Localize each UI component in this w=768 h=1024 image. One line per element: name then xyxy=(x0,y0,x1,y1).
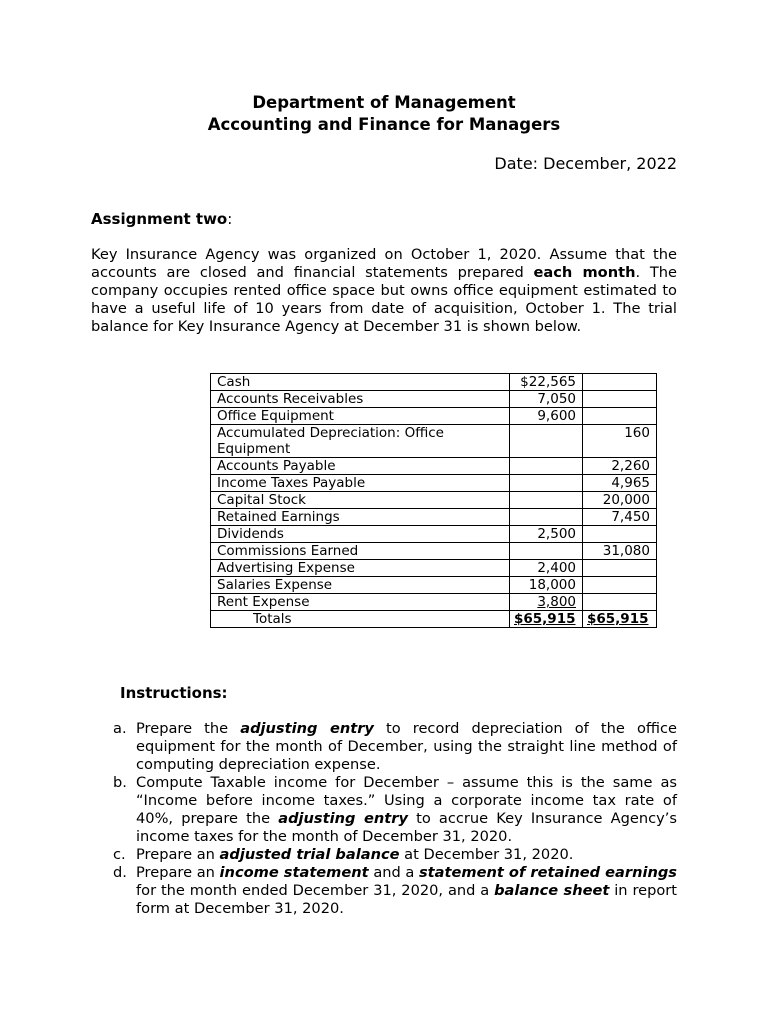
debit-amount xyxy=(510,509,583,526)
account-name: Accumulated Depreciation: Office Equipment xyxy=(211,425,510,458)
debit-amount xyxy=(510,560,583,577)
instruction-emphasis: statement of retained earnings xyxy=(419,864,677,881)
instruction-item-d xyxy=(113,864,677,918)
debit-amount xyxy=(510,391,583,408)
account-name: Retained Earnings xyxy=(211,509,510,526)
intro-emphasis: each month xyxy=(533,264,636,281)
account-name: Advertising Expense xyxy=(211,560,510,577)
assignment-label: Assignment two xyxy=(91,210,228,228)
intro-paragraph xyxy=(91,246,677,336)
instruction-item-b xyxy=(113,774,677,846)
credit-amount xyxy=(583,391,657,408)
account-name: Rent Expense xyxy=(211,594,510,611)
instruction-emphasis: income statement xyxy=(219,864,369,881)
instruction-emphasis: adjusted trial balance xyxy=(219,846,400,863)
debit-amount xyxy=(510,425,583,458)
account-name: Dividends xyxy=(211,526,510,543)
instruction-emphasis: adjusting entry xyxy=(240,720,374,737)
account-name: Accounts Payable xyxy=(211,458,510,475)
debit-value: 3,800 xyxy=(537,594,576,610)
instruction-emphasis: adjusting entry xyxy=(278,810,408,827)
table-row xyxy=(211,509,657,526)
credit-amount xyxy=(583,374,657,391)
instruction-text: and a xyxy=(368,864,419,881)
instruction-text: to record depreciation of the office equipment for the month of December, using the straight line method of computing depreciation expense. xyxy=(136,720,677,773)
table-row xyxy=(211,492,657,509)
account-name: Accounts Receivables xyxy=(211,391,510,408)
debit-value: 7,050 xyxy=(537,391,576,407)
debit-amount xyxy=(510,594,583,611)
instruction-text: Prepare an xyxy=(136,864,220,881)
assignment-colon: : xyxy=(227,210,233,228)
debit-value: $22,565 xyxy=(520,374,576,390)
totals-row xyxy=(211,611,657,628)
instruction-text: Prepare an xyxy=(136,846,220,863)
account-name: Income Taxes Payable xyxy=(211,475,510,492)
credit-amount xyxy=(583,594,657,611)
table-row xyxy=(211,543,657,560)
assignment-heading xyxy=(91,210,232,228)
list-marker: c. xyxy=(113,846,126,863)
instruction-text: to accrue Key Insurance Agency’s income taxes for the month of December 31, 2020. xyxy=(136,810,677,845)
credit-amount xyxy=(583,408,657,425)
credit-amount: 4,965 xyxy=(583,475,657,492)
table-row xyxy=(211,374,657,391)
instruction-text: in report form at December 31, 2020. xyxy=(136,882,678,917)
course-title: Accounting and Finance for Managers xyxy=(207,115,561,134)
account-name: Office Equipment xyxy=(211,408,510,425)
credit-amount xyxy=(583,560,657,577)
debit-value: 2,400 xyxy=(537,560,576,576)
debit-amount xyxy=(510,543,583,560)
debit-value: 9,600 xyxy=(537,408,576,424)
table-row xyxy=(211,425,657,458)
credit-amount: 2,260 xyxy=(583,458,657,475)
debit-amount xyxy=(510,458,583,475)
instruction-item-a xyxy=(113,720,677,774)
debit-amount xyxy=(510,492,583,509)
account-name: Salaries Expense xyxy=(211,577,510,594)
instruction-text: Prepare the xyxy=(136,720,241,737)
instruction-item-c xyxy=(113,846,677,864)
instruction-text: at December 31, 2020. xyxy=(399,846,574,863)
debit-amount xyxy=(510,577,583,594)
credit-amount: 160 xyxy=(583,425,657,458)
instruction-text: Compute Taxable income for December – assume this is the same as “Income before income taxes.” Using a corporate income tax rate of 40%, prepare the xyxy=(136,774,677,827)
credit-amount: 7,450 xyxy=(583,509,657,526)
table-row xyxy=(211,408,657,425)
table-row xyxy=(211,560,657,577)
instruction-text: for the month ended December 31, 2020, and a xyxy=(136,882,495,899)
document-date: Date: December, 2022 xyxy=(494,154,677,173)
total-debit: $65,915 xyxy=(510,611,583,628)
table-row xyxy=(211,526,657,543)
table-row xyxy=(211,475,657,492)
intro-text-2: . The company occupies rented office space but owns office equipment estimated to have a useful life of 10 years from date of acquisition, October 1. The trial balance for Key Insurance Agency at December 31 is shown below. xyxy=(91,264,678,335)
debit-amount xyxy=(510,526,583,543)
table-row xyxy=(211,391,657,408)
list-marker: a. xyxy=(113,720,127,737)
credit-amount: 31,080 xyxy=(583,543,657,560)
trial-balance-table xyxy=(210,373,657,628)
department-title: Department of Management xyxy=(252,93,516,112)
table-row xyxy=(211,458,657,475)
list-marker: b. xyxy=(113,774,127,791)
list-marker: d. xyxy=(113,864,127,881)
totals-label: Totals xyxy=(211,611,510,628)
credit-amount: 20,000 xyxy=(583,492,657,509)
instructions-list xyxy=(113,720,677,918)
instructions-heading: Instructions: xyxy=(120,684,228,702)
credit-amount xyxy=(583,577,657,594)
debit-value: 18,000 xyxy=(528,577,576,593)
debit-value: 2,500 xyxy=(537,526,576,542)
credit-amount xyxy=(583,526,657,543)
total-credit: $65,915 xyxy=(583,611,657,628)
debit-amount xyxy=(510,475,583,492)
intro-text-1: Key Insurance Agency was organized on October 1, 2020. Assume that the accounts are closed and financial statements prepared xyxy=(91,246,677,281)
table-row xyxy=(211,594,657,611)
account-name: Capital Stock xyxy=(211,492,510,509)
debit-amount xyxy=(510,374,583,391)
instruction-emphasis: balance sheet xyxy=(494,882,610,899)
account-name: Commissions Earned xyxy=(211,543,510,560)
debit-amount xyxy=(510,408,583,425)
table-row xyxy=(211,577,657,594)
account-name: Cash xyxy=(211,374,510,391)
